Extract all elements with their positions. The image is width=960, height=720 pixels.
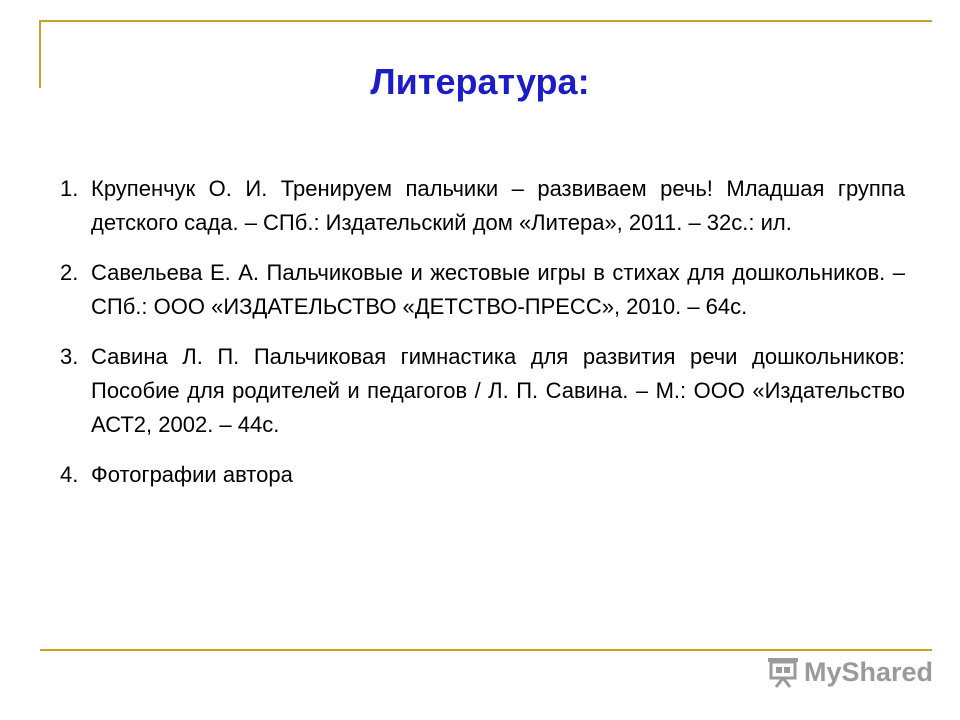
reference-item — [60, 256, 905, 324]
reference-number: 4. — [60, 462, 79, 487]
reference-number: 2. — [60, 260, 79, 285]
reference-number: 1. — [60, 176, 79, 201]
reference-text: Крупенчук О. И. Тренируем пальчики – развиваем речь! Младшая группа детского сада. – СПб.: Издательский дом «Литера», 2011. – 32с.: ил. — [91, 176, 905, 235]
reference-number: 3. — [60, 344, 79, 369]
presentation-board-icon — [766, 656, 800, 688]
bottom-divider — [40, 649, 932, 651]
reference-text: Савельева Е. А. Пальчиковые и жестовые игры в стихах для дошкольников. – СПб.: ООО «ИЗДАТЕЛЬСТВО «ДЕТСТВО-ПРЕСС», 2010. – 64с. — [91, 260, 905, 319]
reference-item — [60, 340, 905, 442]
watermark-text: MyShared — [804, 656, 934, 687]
reference-text: Савина Л. П. Пальчиковая гимнастика для развития речи дошкольников: Пособие для родителей и педагогов / Л. П. Савина. – М.: ООО «Издательство АСТ2, 2002. – 44с. — [91, 344, 905, 437]
reference-item — [60, 458, 905, 492]
reference-text: Фотографии автора — [91, 462, 293, 487]
top-divider — [40, 20, 932, 22]
reference-item — [60, 172, 905, 240]
slide-title: Литература: — [370, 61, 590, 103]
reference-list — [60, 172, 905, 508]
watermark-logo — [766, 655, 933, 689]
